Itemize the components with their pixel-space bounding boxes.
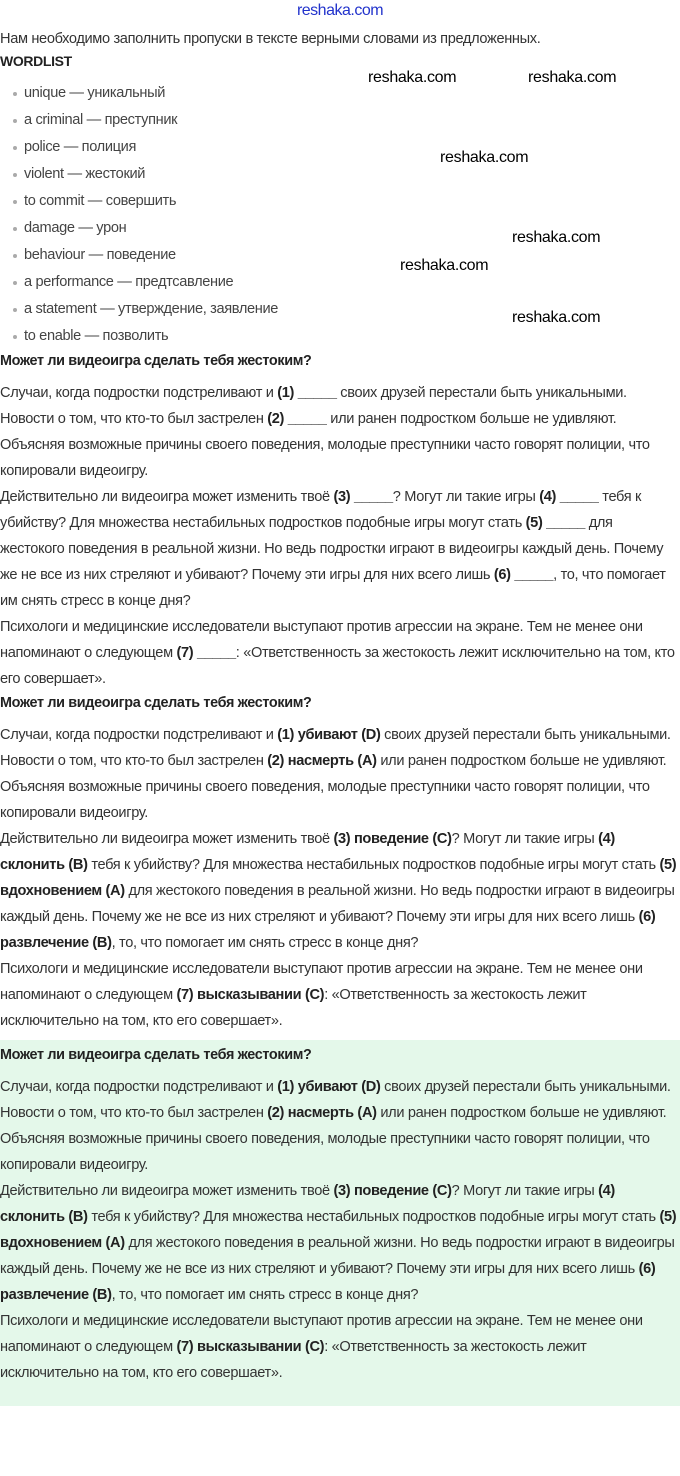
wordlist-item — [0, 296, 680, 323]
answer-text-section — [0, 692, 680, 1034]
wordlist-item — [0, 269, 680, 296]
answer-slot: (6) развлечение (B) — [0, 909, 656, 951]
text-segment: ? Могут ли такие игры — [451, 1183, 599, 1199]
wordlist-item-text: a criminal — преступник — [24, 112, 178, 128]
wordlist-item — [0, 161, 680, 188]
text-segment: : «Ответственность за жестокость лежит исключительно на том, кто его совершает». — [0, 645, 675, 687]
wordlist-item — [0, 107, 680, 134]
wordlist — [0, 80, 680, 350]
wordlist-item-text: a statement — утверждение, заявление — [24, 301, 279, 317]
text-segment: Случаи, когда подростки подстреливают и — [0, 385, 278, 401]
paragraph — [0, 484, 680, 614]
text-segment: Случаи, когда подростки подстреливают и — [0, 1079, 278, 1095]
answer-slot: (5) вдохновением (A) — [0, 1209, 677, 1251]
paragraph — [0, 380, 680, 484]
wordlist-item-text: to commit — совершить — [24, 193, 177, 209]
wordlist-item-text: police — полиция — [24, 139, 137, 155]
section-title: Может ли видеоигра сделать тебя жестоким? — [0, 695, 312, 711]
text-segment: или ранен подростком больше не удивляют. Объясняя возможные причины своего поведения, молодые преступники часто говорят полиции, что копировали видеоигру. — [0, 411, 650, 479]
answer-slot: (5) _____ — [525, 515, 585, 531]
wordlist-item — [0, 215, 680, 242]
wordlist-item-text: a performance — предтсавление — [24, 274, 234, 290]
paragraph — [0, 956, 680, 1034]
text-segment: : «Ответственность за жестокость лежит исключительно на том, кто его совершает». — [0, 1339, 587, 1381]
text-segment: : «Ответственность за жестокость лежит исключительно на том, кто его совершает». — [0, 987, 587, 1029]
wordlist-item — [0, 134, 680, 161]
answer-slot: (3) поведение (C) — [333, 831, 452, 847]
watermark: reshaka.com — [400, 257, 489, 274]
paragraph — [0, 826, 680, 956]
paragraph — [0, 1178, 680, 1308]
answer-slot: (1) убивают (D) — [277, 727, 381, 743]
wordlist-item-text: behaviour — поведение — [24, 247, 176, 263]
task-instruction: Нам необходимо заполнить пропуски в тексте верными словами из предложенных. — [0, 31, 541, 47]
wordlist-item-text: unique — уникальный — [24, 85, 166, 101]
wordlist-item — [0, 323, 680, 350]
text-segment: для жестокого поведения в реальной жизни. Но ведь подростки играют в видеоигры каждый день. Почему же не все из них стреляют и убивают? Почему эти игры для них всего лишь — [0, 883, 675, 925]
answer-slot: (3) _____ — [333, 489, 393, 505]
document-body — [0, 28, 680, 1406]
text-segment: своих друзей перестали быть уникальными. Новости о том, что кто-то был застрелен — [0, 727, 671, 769]
answer-slot: (4) склонить (B) — [0, 1183, 615, 1225]
text-segment: тебя к убийству? Для множества нестабильных подростков подобные игры могут стать — [87, 857, 660, 873]
text-segment: Психологи и медицинские исследователи выступают против агрессии на экране. Тем не менее они напоминают о следующем — [0, 619, 643, 661]
text-segment: или ранен подростком больше не удивляют. Объясняя возможные причины своего поведения, молодые преступники часто говорят полиции, что копировали видеоигру. — [0, 753, 667, 821]
answer-slot: (6) развлечение (B) — [0, 1261, 656, 1303]
text-segment: Случаи, когда подростки подстреливают и — [0, 727, 278, 743]
wordlist-item-text: damage — урон — [24, 220, 127, 236]
answer-slot: (7) высказывании (C) — [176, 987, 325, 1003]
text-segment: или ранен подростком больше не удивляют. Объясняя возможные причины своего поведения, молодые преступники часто говорят полиции, что копировали видеоигру. — [0, 1105, 667, 1173]
answer-slot: (1) убивают (D) — [277, 1079, 381, 1095]
site-header-link[interactable]: reshaka.com — [296, 2, 384, 19]
answer-slot: (2) насмерть (A) — [267, 1105, 377, 1121]
section-title: Может ли видеоигра сделать тебя жестоким? — [0, 1047, 312, 1063]
wordlist-item — [0, 80, 680, 107]
answer-slot: (1) _____ — [277, 385, 337, 401]
text-segment: Психологи и медицинские исследователи выступают против агрессии на экране. Тем не менее они напоминают о следующем — [0, 1313, 643, 1355]
answer-slot: (3) поведение (C) — [333, 1183, 452, 1199]
text-segment: , то, что помогает им снять стресс в конце дня? — [111, 1287, 419, 1303]
task-text-section — [0, 350, 680, 692]
wordlist-item — [0, 188, 680, 215]
watermark: reshaka.com — [440, 149, 529, 166]
paragraph — [0, 722, 680, 826]
text-segment: , то, что помогает им снять стресс в конце дня? — [111, 935, 419, 951]
answer-slot: (5) вдохновением (A) — [0, 857, 677, 899]
text-segment: своих друзей перестали быть уникальными. Новости о том, что кто-то был застрелен — [0, 385, 627, 427]
wordlist-item — [0, 242, 680, 269]
text-segment: для жестокого поведения в реальной жизни. Но ведь подростки играют в видеоигры каждый день. Почему же не все из них стреляют и убивают? Почему эти игры для них всего лишь — [0, 1235, 675, 1277]
text-segment: для жестокого поведения в реальной жизни. Но ведь подростки играют в видеоигры каждый день. Почему же не все из них стреляют и убивают? Почему эти игры для них всего лишь — [0, 515, 664, 583]
text-segment: , то, что помогает им снять стресс в конце дня? — [0, 567, 666, 609]
wordlist-item-text: violent — жестокий — [24, 166, 146, 182]
watermark: reshaka.com — [512, 309, 601, 326]
answer-slot: (4) склонить (B) — [0, 831, 615, 873]
section-title: Может ли видеоигра сделать тебя жестоким? — [0, 353, 312, 369]
watermark: reshaka.com — [512, 229, 601, 246]
text-segment: ? Могут ли такие игры — [392, 489, 540, 505]
text-segment: ? Могут ли такие игры — [451, 831, 599, 847]
highlighted-answer-section — [0, 1040, 680, 1406]
watermark: reshaka.com — [368, 69, 457, 86]
text-segment: тебя к убийству? Для множества нестабильных подростков подобные игры могут стать — [0, 489, 642, 531]
text-segment: тебя к убийству? Для множества нестабильных подростков подобные игры могут стать — [87, 1209, 660, 1225]
paragraph — [0, 1308, 680, 1386]
paragraph — [0, 614, 680, 692]
text-segment: своих друзей перестали быть уникальными. Новости о том, что кто-то был застрелен — [0, 1079, 671, 1121]
answer-slot: (6) _____ — [493, 567, 554, 583]
text-segment: Действительно ли видеоигра может изменить твоё — [0, 489, 334, 505]
text-segment: Психологи и медицинские исследователи выступают против агрессии на экране. Тем не менее они напоминают о следующем — [0, 961, 643, 1003]
watermark: reshaka.com — [528, 69, 617, 86]
wordlist-title: WORDLIST — [0, 53, 72, 69]
answer-slot: (2) насмерть (A) — [267, 753, 377, 769]
text-segment: Действительно ли видеоигра может изменить твоё — [0, 831, 334, 847]
answer-slot: (7) высказывании (C) — [176, 1339, 325, 1355]
paragraph — [0, 1074, 680, 1178]
text-segment: Действительно ли видеоигра может изменить твоё — [0, 1183, 334, 1199]
answer-slot: (2) _____ — [267, 411, 327, 427]
answer-slot: (7) _____ — [176, 645, 236, 661]
wordlist-item-text: to enable — позволить — [24, 328, 169, 344]
answer-slot: (4) _____ — [539, 489, 599, 505]
